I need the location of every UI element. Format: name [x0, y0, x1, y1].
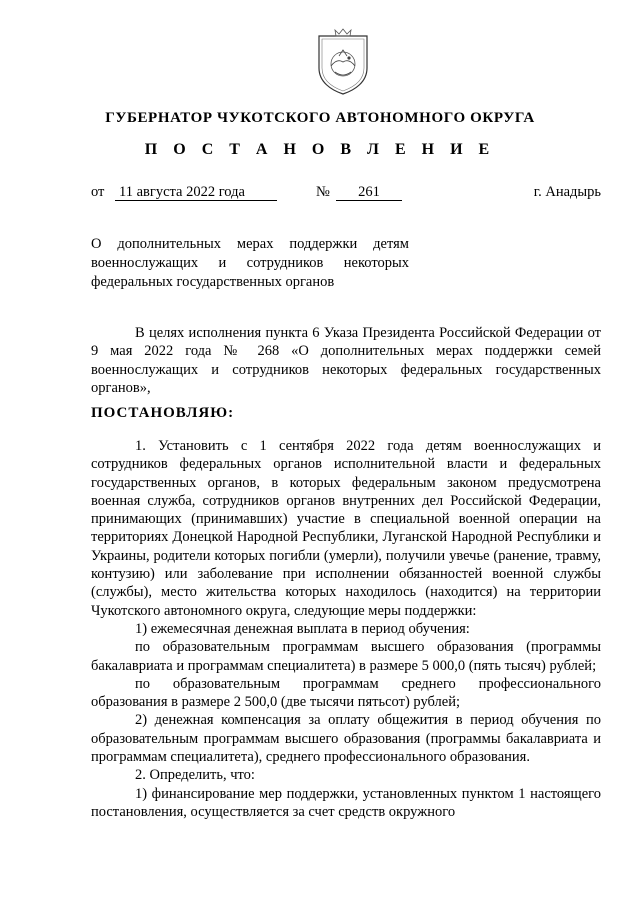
body-paragraph-3: по образовательным программам высшего образования (программы бакалавриата и программам специалитета) в размере 5 000,0 (пять тысяч) рублей;: [91, 639, 601, 674]
body-paragraph-4: по образовательным программам среднего профессионального образования в размере 2 500,0 (две тысячи пятьсот) рублей;: [91, 675, 601, 711]
body-paragraph-7: 1) финансирование мер поддержки, установленных пунктом 1 настоящего постановления, осуществляется за счет средств окружного: [91, 785, 601, 820]
document-type-title: П О С Т А Н О В Л Е Н И Е: [144, 141, 496, 158]
document-body: [91, 437, 601, 821]
resolution-heading: ПОСТАНОВЛЯЮ:: [91, 405, 235, 421]
document-number: 261: [336, 184, 402, 201]
coat-of-arms-emblem: [313, 28, 373, 96]
body-paragraph-2: 1) ежемесячная денежная выплата в период обучения:: [135, 620, 470, 637]
document-city: г. Анадырь: [533, 184, 601, 200]
body-paragraph-6: 2. Определить, что:: [135, 767, 255, 784]
body-paragraph-5: 2) денежная компенсация за оплату общежития в период обучения по образовательным программам высшего образования (программы бакалавриата и программам специалитета), среднего профессионального образования.: [91, 712, 601, 766]
document-meta-row: [91, 184, 601, 204]
body-paragraph-1: 1. Установить с 1 сентября 2022 года детям военнослужащих и сотрудников федеральных органов исполнительной власти и федеральных государственных органов, в которых федеральным законом предусмотрена военная служба, сотрудников органов внутренних дел Российской Федерации, принимающих (принимавших) участие в специальной военной операции на территориях Донецкой Народной Республики, Луганской Народной Республики и Украины, родители которых погибли (умерли), получили увечье (ранение, травму, контузию) или заболевание при исполнении обязанностей военной службы (службы), место жительства которых находилось (находится) на территории Чукотского автономного округа, следующие меры поддержки:: [91, 438, 601, 619]
document-date: 11 августа 2022 года: [115, 184, 277, 201]
date-prefix: от: [91, 184, 105, 200]
issuing-authority: ГУБЕРНАТОР ЧУКОТСКОГО АВТОНОМНОГО ОКРУГА: [105, 110, 535, 126]
preamble-paragraph: В целях исполнения пункта 6 Указа Президента Российской Федерации от 9 мая 2022 года № 268 «О дополнительных мерах поддержки семей военнослужащих и сотрудников некоторых федеральных государственных органов»,: [91, 325, 601, 396]
document-subject: О дополнительных мерах поддержки детям военнослужащих и сотрудников некоторых федеральных государственных органов: [91, 236, 409, 290]
number-label: №: [316, 184, 330, 200]
